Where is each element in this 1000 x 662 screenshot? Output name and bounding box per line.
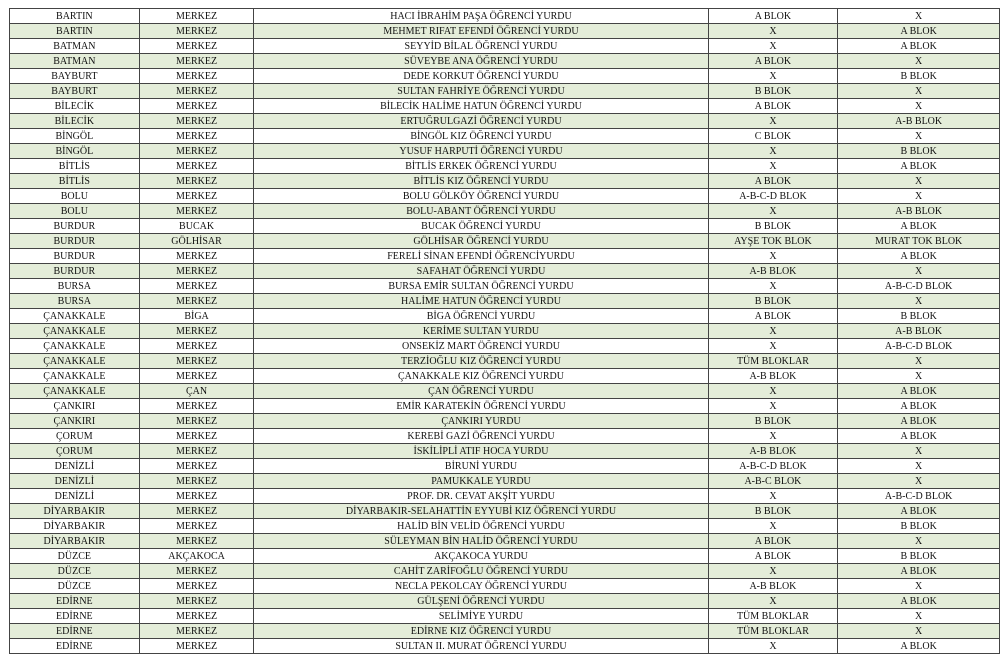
province-cell: BİNGÖL <box>10 144 140 159</box>
female-block-cell: TÜM BLOKLAR <box>708 354 838 369</box>
district-cell: MERKEZ <box>139 204 254 219</box>
female-block-cell: TÜM BLOKLAR <box>708 624 838 639</box>
dormitory-name-cell: AKÇAKOCA YURDU <box>254 549 708 564</box>
female-block-cell: B BLOK <box>708 294 838 309</box>
table-row <box>10 564 1000 579</box>
female-block-cell: C BLOK <box>708 129 838 144</box>
table-row <box>10 39 1000 54</box>
male-block-cell: A BLOK <box>838 594 1000 609</box>
table-row <box>10 459 1000 474</box>
province-cell: ÇANAKKALE <box>10 309 140 324</box>
district-cell: MERKEZ <box>139 9 254 24</box>
district-cell: AKÇAKOCA <box>139 549 254 564</box>
dormitory-name-cell: GÜLŞENİ ÖĞRENCİ YURDU <box>254 594 708 609</box>
district-cell: MERKEZ <box>139 69 254 84</box>
province-cell: DÜZCE <box>10 564 140 579</box>
dormitory-name-cell: ÇAN ÖĞRENCİ YURDU <box>254 384 708 399</box>
female-block-cell: X <box>708 114 838 129</box>
district-cell: MERKEZ <box>139 594 254 609</box>
table-row <box>10 54 1000 69</box>
district-cell: ÇAN <box>139 384 254 399</box>
district-cell: MERKEZ <box>139 564 254 579</box>
female-block-cell: X <box>708 69 838 84</box>
male-block-cell: X <box>838 174 1000 189</box>
district-cell: MERKEZ <box>139 489 254 504</box>
province-cell: BOLU <box>10 204 140 219</box>
district-cell: MERKEZ <box>139 339 254 354</box>
male-block-cell: MURAT TOK BLOK <box>838 234 1000 249</box>
female-block-cell: B BLOK <box>708 84 838 99</box>
table-row <box>10 9 1000 24</box>
male-block-cell: X <box>838 84 1000 99</box>
table-row <box>10 579 1000 594</box>
district-cell: MERKEZ <box>139 264 254 279</box>
district-cell: MERKEZ <box>139 534 254 549</box>
female-block-cell: A BLOK <box>708 99 838 114</box>
district-cell: MERKEZ <box>139 279 254 294</box>
male-block-cell: X <box>838 609 1000 624</box>
district-cell: MERKEZ <box>139 444 254 459</box>
district-cell: MERKEZ <box>139 354 254 369</box>
province-cell: EDİRNE <box>10 609 140 624</box>
district-cell: MERKEZ <box>139 609 254 624</box>
district-cell: MERKEZ <box>139 639 254 654</box>
female-block-cell: B BLOK <box>708 414 838 429</box>
female-block-cell: A-B BLOK <box>708 264 838 279</box>
dormitory-name-cell: FERELİ SİNAN EFENDİ ÖĞRENCİYURDU <box>254 249 708 264</box>
province-cell: DİYARBAKIR <box>10 519 140 534</box>
province-cell: BİNGÖL <box>10 129 140 144</box>
district-cell: MERKEZ <box>139 369 254 384</box>
male-block-cell: A-B-C-D BLOK <box>838 489 1000 504</box>
female-block-cell: A-B BLOK <box>708 444 838 459</box>
female-block-cell: X <box>708 489 838 504</box>
table-row <box>10 414 1000 429</box>
district-cell: BİGA <box>139 309 254 324</box>
female-block-cell: X <box>708 429 838 444</box>
district-cell: MERKEZ <box>139 429 254 444</box>
male-block-cell: X <box>838 354 1000 369</box>
province-cell: EDİRNE <box>10 639 140 654</box>
dormitory-name-cell: SÜVEYBE ANA ÖĞRENCİ YURDU <box>254 54 708 69</box>
district-cell: MERKEZ <box>139 324 254 339</box>
table-row <box>10 309 1000 324</box>
province-cell: BURDUR <box>10 234 140 249</box>
province-cell: BİTLİS <box>10 159 140 174</box>
district-cell: MERKEZ <box>139 24 254 39</box>
dormitory-name-cell: HALİME HATUN ÖĞRENCİ YURDU <box>254 294 708 309</box>
female-block-cell: A-B-C-D BLOK <box>708 189 838 204</box>
female-block-cell: A BLOK <box>708 534 838 549</box>
female-block-cell: X <box>708 384 838 399</box>
dormitory-name-cell: SELİMİYE YURDU <box>254 609 708 624</box>
dormitory-name-cell: SEYYİD BİLAL ÖĞRENCİ YURDU <box>254 39 708 54</box>
table-row <box>10 249 1000 264</box>
province-cell: ÇANAKKALE <box>10 324 140 339</box>
male-block-cell: A-B BLOK <box>838 204 1000 219</box>
table-row <box>10 294 1000 309</box>
dormitory-name-cell: GÖLHİSAR ÖĞRENCİ YURDU <box>254 234 708 249</box>
dormitory-name-cell: SÜLEYMAN BİN HALİD ÖĞRENCİ YURDU <box>254 534 708 549</box>
female-block-cell: A BLOK <box>708 9 838 24</box>
table-row <box>10 69 1000 84</box>
province-cell: BURSA <box>10 279 140 294</box>
male-block-cell: A BLOK <box>838 384 1000 399</box>
table-row <box>10 594 1000 609</box>
table-row <box>10 144 1000 159</box>
table-row <box>10 84 1000 99</box>
province-cell: BİTLİS <box>10 174 140 189</box>
district-cell: MERKEZ <box>139 189 254 204</box>
female-block-cell: B BLOK <box>708 504 838 519</box>
female-block-cell: A-B BLOK <box>708 579 838 594</box>
dormitory-name-cell: ONSEKİZ MART ÖĞRENCİ YURDU <box>254 339 708 354</box>
province-cell: BURSA <box>10 294 140 309</box>
dormitory-name-cell: DİYARBAKIR-SELAHATTİN EYYUBİ KIZ ÖĞRENCİ YURDU <box>254 504 708 519</box>
dormitory-name-cell: BURSA EMİR SULTAN ÖĞRENCİ YURDU <box>254 279 708 294</box>
district-cell: MERKEZ <box>139 504 254 519</box>
table-row <box>10 384 1000 399</box>
male-block-cell: X <box>838 579 1000 594</box>
district-cell: GÖLHİSAR <box>139 234 254 249</box>
female-block-cell: X <box>708 159 838 174</box>
female-block-cell: A BLOK <box>708 309 838 324</box>
male-block-cell: X <box>838 369 1000 384</box>
dormitory-name-cell: SULTAN II. MURAT ÖĞRENCİ YURDU <box>254 639 708 654</box>
male-block-cell: A BLOK <box>838 414 1000 429</box>
district-cell: MERKEZ <box>139 114 254 129</box>
male-block-cell: A-B BLOK <box>838 114 1000 129</box>
male-block-cell: X <box>838 444 1000 459</box>
district-cell: MERKEZ <box>139 414 254 429</box>
province-cell: BAYBURT <box>10 69 140 84</box>
province-cell: BURDUR <box>10 264 140 279</box>
female-block-cell: X <box>708 639 838 654</box>
female-block-cell: A-B BLOK <box>708 369 838 384</box>
dormitory-name-cell: MEHMET RIFAT EFENDİ ÖĞRENCİ YURDU <box>254 24 708 39</box>
table-row <box>10 519 1000 534</box>
male-block-cell: A BLOK <box>838 429 1000 444</box>
table-row <box>10 264 1000 279</box>
male-block-cell: B BLOK <box>838 144 1000 159</box>
dormitory-name-cell: HACI İBRAHİM PAŞA ÖĞRENCİ YURDU <box>254 9 708 24</box>
province-cell: DÜZCE <box>10 549 140 564</box>
table-row <box>10 474 1000 489</box>
district-cell: MERKEZ <box>139 249 254 264</box>
male-block-cell: A BLOK <box>838 159 1000 174</box>
female-block-cell: A BLOK <box>708 54 838 69</box>
province-cell: BATMAN <box>10 39 140 54</box>
dormitory-name-cell: PAMUKKALE YURDU <box>254 474 708 489</box>
male-block-cell: A BLOK <box>838 249 1000 264</box>
male-block-cell: B BLOK <box>838 549 1000 564</box>
province-cell: ÇANKIRI <box>10 414 140 429</box>
male-block-cell: X <box>838 54 1000 69</box>
male-block-cell: A BLOK <box>838 639 1000 654</box>
province-cell: BURDUR <box>10 249 140 264</box>
male-block-cell: A BLOK <box>838 219 1000 234</box>
province-cell: DENİZLİ <box>10 474 140 489</box>
female-block-cell: AYŞE TOK BLOK <box>708 234 838 249</box>
female-block-cell: X <box>708 324 838 339</box>
province-cell: ÇANKIRI <box>10 399 140 414</box>
table-row <box>10 219 1000 234</box>
male-block-cell: B BLOK <box>838 309 1000 324</box>
dormitory-name-cell: KEREBİ GAZİ ÖĞRENCİ YURDU <box>254 429 708 444</box>
province-cell: ÇORUM <box>10 444 140 459</box>
province-cell: EDİRNE <box>10 624 140 639</box>
dormitory-name-cell: BİLECİK HALİME HATUN ÖĞRENCİ YURDU <box>254 99 708 114</box>
dormitory-name-cell: EDİRNE KIZ ÖĞRENCİ YURDU <box>254 624 708 639</box>
table-row <box>10 639 1000 654</box>
district-cell: MERKEZ <box>139 84 254 99</box>
province-cell: BİLECİK <box>10 114 140 129</box>
district-cell: MERKEZ <box>139 399 254 414</box>
table-row <box>10 489 1000 504</box>
female-block-cell: X <box>708 249 838 264</box>
dormitory-name-cell: ÇANAKKALE KIZ ÖĞRENCİ YURDU <box>254 369 708 384</box>
table-row <box>10 204 1000 219</box>
province-cell: ÇANAKKALE <box>10 369 140 384</box>
province-cell: ÇANAKKALE <box>10 354 140 369</box>
male-block-cell: B BLOK <box>838 519 1000 534</box>
province-cell: DÜZCE <box>10 579 140 594</box>
dormitory-table-body <box>10 9 1000 654</box>
male-block-cell: A-B-C-D BLOK <box>838 339 1000 354</box>
male-block-cell: A BLOK <box>838 399 1000 414</box>
dormitory-name-cell: BİNGÖL KIZ ÖĞRENCİ YURDU <box>254 129 708 144</box>
dormitory-name-cell: BUCAK ÖĞRENCİ YURDU <box>254 219 708 234</box>
dormitory-name-cell: TERZİOĞLU KIZ ÖĞRENCİ YURDU <box>254 354 708 369</box>
male-block-cell: X <box>838 264 1000 279</box>
dormitory-name-cell: ERTUĞRULGAZİ ÖĞRENCİ YURDU <box>254 114 708 129</box>
dormitory-name-cell: SAFAHAT ÖĞRENCİ YURDU <box>254 264 708 279</box>
province-cell: BATMAN <box>10 54 140 69</box>
district-cell: MERKEZ <box>139 459 254 474</box>
province-cell: BURDUR <box>10 219 140 234</box>
province-cell: ÇORUM <box>10 429 140 444</box>
table-row <box>10 339 1000 354</box>
male-block-cell: A BLOK <box>838 564 1000 579</box>
province-cell: BARTIN <box>10 24 140 39</box>
male-block-cell: X <box>838 9 1000 24</box>
table-row <box>10 174 1000 189</box>
female-block-cell: A BLOK <box>708 174 838 189</box>
female-block-cell: TÜM BLOKLAR <box>708 609 838 624</box>
female-block-cell: X <box>708 594 838 609</box>
table-row <box>10 234 1000 249</box>
dormitory-name-cell: BİTLİS ERKEK ÖĞRENCİ YURDU <box>254 159 708 174</box>
female-block-cell: X <box>708 519 838 534</box>
table-row <box>10 609 1000 624</box>
table-row <box>10 429 1000 444</box>
dormitory-name-cell: BOLU-ABANT ÖĞRENCİ YURDU <box>254 204 708 219</box>
district-cell: BUCAK <box>139 219 254 234</box>
female-block-cell: X <box>708 204 838 219</box>
female-block-cell: A-B-C BLOK <box>708 474 838 489</box>
province-cell: DİYARBAKIR <box>10 504 140 519</box>
dormitory-table <box>9 8 1000 654</box>
female-block-cell: X <box>708 24 838 39</box>
table-row <box>10 189 1000 204</box>
table-row <box>10 159 1000 174</box>
female-block-cell: A-B-C-D BLOK <box>708 459 838 474</box>
male-block-cell: X <box>838 624 1000 639</box>
dormitory-name-cell: BOLU GÖLKÖY ÖĞRENCİ YURDU <box>254 189 708 204</box>
dormitory-name-cell: DEDE KORKUT ÖĞRENCİ YURDU <box>254 69 708 84</box>
female-block-cell: X <box>708 339 838 354</box>
district-cell: MERKEZ <box>139 39 254 54</box>
dormitory-name-cell: CAHİT ZARİFOĞLU ÖĞRENCİ YURDU <box>254 564 708 579</box>
male-block-cell: X <box>838 189 1000 204</box>
table-row <box>10 324 1000 339</box>
table-row <box>10 399 1000 414</box>
male-block-cell: A-B-C-D BLOK <box>838 279 1000 294</box>
female-block-cell: A BLOK <box>708 549 838 564</box>
province-cell: DENİZLİ <box>10 459 140 474</box>
table-row <box>10 369 1000 384</box>
province-cell: BOLU <box>10 189 140 204</box>
district-cell: MERKEZ <box>139 99 254 114</box>
male-block-cell: A BLOK <box>838 24 1000 39</box>
province-cell: BAYBURT <box>10 84 140 99</box>
dormitory-name-cell: PROF. DR. CEVAT AKŞİT YURDU <box>254 489 708 504</box>
male-block-cell: A BLOK <box>838 504 1000 519</box>
male-block-cell: X <box>838 294 1000 309</box>
table-row <box>10 99 1000 114</box>
district-cell: MERKEZ <box>139 519 254 534</box>
male-block-cell: X <box>838 129 1000 144</box>
dormitory-name-cell: SULTAN FAHRİYE ÖĞRENCİ YURDU <box>254 84 708 99</box>
dormitory-name-cell: YUSUF HARPUTİ ÖĞRENCİ YURDU <box>254 144 708 159</box>
male-block-cell: A-B BLOK <box>838 324 1000 339</box>
table-row <box>10 279 1000 294</box>
dormitory-name-cell: ÇANKIRI YURDU <box>254 414 708 429</box>
dormitory-name-cell: KERİME SULTAN YURDU <box>254 324 708 339</box>
female-block-cell: X <box>708 279 838 294</box>
dormitory-name-cell: EMİR KARATEKİN ÖĞRENCİ YURDU <box>254 399 708 414</box>
district-cell: MERKEZ <box>139 624 254 639</box>
district-cell: MERKEZ <box>139 294 254 309</box>
dormitory-name-cell: BİTLİS KIZ ÖĞRENCİ YURDU <box>254 174 708 189</box>
female-block-cell: X <box>708 144 838 159</box>
male-block-cell: X <box>838 459 1000 474</box>
table-row <box>10 624 1000 639</box>
male-block-cell: X <box>838 474 1000 489</box>
province-cell: EDİRNE <box>10 594 140 609</box>
table-row <box>10 114 1000 129</box>
male-block-cell: X <box>838 534 1000 549</box>
district-cell: MERKEZ <box>139 174 254 189</box>
province-cell: ÇANAKKALE <box>10 339 140 354</box>
dormitory-name-cell: NECLA PEKOLCAY ÖĞRENCİ YURDU <box>254 579 708 594</box>
district-cell: MERKEZ <box>139 129 254 144</box>
female-block-cell: X <box>708 399 838 414</box>
female-block-cell: X <box>708 564 838 579</box>
female-block-cell: X <box>708 39 838 54</box>
district-cell: MERKEZ <box>139 474 254 489</box>
province-cell: DİYARBAKIR <box>10 534 140 549</box>
table-row <box>10 549 1000 564</box>
district-cell: MERKEZ <box>139 579 254 594</box>
province-cell: ÇANAKKALE <box>10 384 140 399</box>
district-cell: MERKEZ <box>139 159 254 174</box>
female-block-cell: B BLOK <box>708 219 838 234</box>
table-row <box>10 354 1000 369</box>
district-cell: MERKEZ <box>139 144 254 159</box>
province-cell: DENİZLİ <box>10 489 140 504</box>
male-block-cell: B BLOK <box>838 69 1000 84</box>
table-row <box>10 24 1000 39</box>
dormitory-name-cell: BİRUNİ YURDU <box>254 459 708 474</box>
dormitory-name-cell: İSKİLİPLİ ATIF HOCA YURDU <box>254 444 708 459</box>
male-block-cell: A BLOK <box>838 39 1000 54</box>
male-block-cell: X <box>838 99 1000 114</box>
province-cell: BARTIN <box>10 9 140 24</box>
dormitory-name-cell: BİGA ÖĞRENCİ YURDU <box>254 309 708 324</box>
table-row <box>10 534 1000 549</box>
table-row <box>10 504 1000 519</box>
district-cell: MERKEZ <box>139 54 254 69</box>
table-row <box>10 129 1000 144</box>
table-row <box>10 444 1000 459</box>
dormitory-name-cell: HALİD BİN VELİD ÖĞRENCİ YURDU <box>254 519 708 534</box>
province-cell: BİLECİK <box>10 99 140 114</box>
